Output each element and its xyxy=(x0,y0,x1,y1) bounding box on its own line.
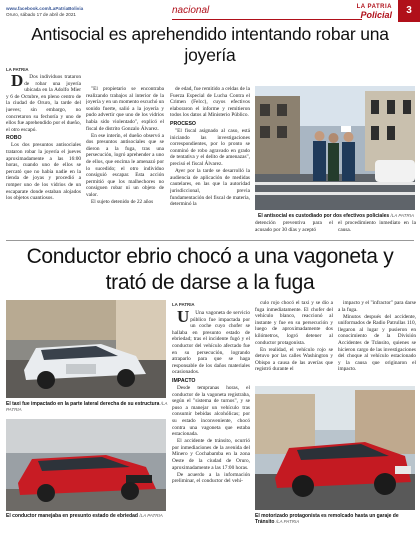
drop-cap: U xyxy=(177,310,190,326)
story1-col5-text: el procedimiento inmediato en la causa. xyxy=(338,220,416,233)
story1-col3-p2: "El fiscal asignado al caso, está iniciando las investigaciones correspondientes, por lo pronto se conminó de robo agravado en grado de tentativa y el delito de amenazas", precisó el fiscal Álvarez. xyxy=(170,128,250,168)
story2-byline: LA PATRIA xyxy=(172,302,195,307)
story2-col1-p3: El accidente de tránsito, ocurrió por inmediaciones de la avenida del Minero y Cochabamba en la zona Oeste de la ciudad de Oruro, aproximadamente a las 17:00 horas. xyxy=(172,438,250,471)
story2-headline: Conductor ebrio chocó a una vagoneta y trató de darse a la fuga xyxy=(26,245,394,294)
story2-photo-tow xyxy=(255,386,415,510)
story2-caption-3: El motorizado protagonista es remolcado hasta un garaje de Tránsito /LA PATRIA xyxy=(255,513,399,526)
story1-col2-p1: "El propietario se encontraba realizando trabajos al interior de la joyería y en un momento escuchó un sonido fuerte, salió a la joyería y pudo advertir que uno de los vidrios había sido violentado", explicó el fiscal de distrito Gonzalo Álvarez. xyxy=(86,86,164,132)
story2-subhead-impacto: IMPACTO xyxy=(172,377,196,384)
drop-cap: D xyxy=(11,74,24,90)
story1-column-4 xyxy=(255,220,333,234)
page-number: 3 xyxy=(398,0,420,22)
story2-col1-p4: De acuerdo a la información preliminar, el conductor del vehí- xyxy=(172,471,250,485)
story2-col2-p1: culo rojo chocó el taxi y se dio a fuga inmediatamente. El chofer del vehículo blanco, reaccionó al instante y fue en su persecución y luego de aproximadamente dos kilómetros, logró detener al conductor protagonista. xyxy=(255,300,333,346)
story2-column-1 xyxy=(172,310,250,528)
story2-col2-p2: En realidad, el vehículo rojo se detuvo por las calles Washington y Obispo a causa de las averías que registró durante el xyxy=(255,346,333,373)
story1-subhead-robo: ROBO xyxy=(6,135,22,142)
story1-col4-text: detención preventiva para el acusado por 30 días y aceptó xyxy=(255,220,333,233)
story2-caption-1: El taxi fue impactado en la parte lateral derecha de su estructura /LA PATRIA xyxy=(6,401,168,413)
story2-col1-p2: Desde tempranas horas, el conductor de la vagoneta registraba, según el "sistema de turnos", y se puso a manejar un vehículo tras consumir bebidas alcohólicas; por su estado inconveniente, chocó contra una vagoneta que estaba estacionada. xyxy=(172,385,250,438)
story1-col1-p1: D Dos individuos trataron de robar una joyería ubicada en la Adolfo Mier y 6 de Octubre, en pleno centro de la ciudad de Oruro, la tarde del jueves; sin embargo, no concretaron su fechoría y uno de ellos fue aprehendido por el dueño, el otro escapó. xyxy=(6,74,81,133)
story2-photo-red-car xyxy=(6,419,166,511)
header-divider xyxy=(172,19,362,20)
section-name: nacional xyxy=(172,5,210,16)
story1-column-3 xyxy=(170,86,250,228)
story2-col3-p1: impacto y el "infractor" para darse a la fuga. xyxy=(338,300,416,313)
story2-caption-2: El conductor manejaba en presunto estado de ebriedad /LA PATRIA xyxy=(6,513,163,519)
story1-column-2 xyxy=(86,86,164,228)
story2-col3-p2: Minutos después del accidente, uniformados de Radio Patrullas 110, llegaron al lugar y pusieron en conocimiento de la División Accidentes de Tránsito, quienes se hicieron cargo de las investigaciones del choque al vehículo estacionado y la causa que originaron el impacto. xyxy=(338,313,416,373)
story1-col3-p3: Ayer por la tarde se desarrolló la audiencia de aplicación de medidas cautelares, en las que la autoridad jurisdiccional, previa fundamentación del fiscal de materia, determinó la xyxy=(170,168,250,208)
story1-col2-p3: El sujeto detenido de 22 años xyxy=(91,199,154,206)
dateline: Oruro, sábado 17 de abril de 2021 xyxy=(6,12,76,17)
brand-bottom: Policial xyxy=(360,10,392,20)
brand-logo xyxy=(357,4,392,20)
story1-column-5 xyxy=(338,220,416,234)
story2-photo-taxi xyxy=(6,300,166,398)
facebook-link[interactable]: www.facebook.com/LaPatriaBolivia xyxy=(6,6,84,11)
header-meta xyxy=(6,6,83,18)
story2-col1-p1: U Una vagoneta de servicio público fue impactada por un coche cuyo chofer se hallaba en presunto estado de ebriedad; tras el incidente fugó y el conductor del vehículo afectado fue en su persecución, logrando atraparlo para que se haga responsable de los daños materiales ocasionados. xyxy=(172,310,250,376)
brand-top: LA PATRIA xyxy=(356,4,392,10)
story1-headline: Antisocial es aprehendido intentando robar una joyería xyxy=(31,24,389,65)
story1-col1-p2: Los dos presuntos antisociales trataron robar la joyería el jueves aproximadamente a las 16:00 horas, cuando uno de ellos se percató que no había nadie en la tienda de joyas y procedió a romper uno de los vidrios de un escaparate donde estaban alojados los objetos cuantiosos. xyxy=(6,142,81,202)
story1-subhead-proceso: PROCESO xyxy=(170,120,196,127)
story1-col3-p1: de edad, fue remitido a celdas de la Fuerza Especial de Lucha Contra el Crimen (Felcc), cuyos efectivos elaboraron el informe y remitieron todos los datos al Ministerio Público. xyxy=(170,86,250,119)
story-divider xyxy=(6,240,414,241)
story1-col2-p2: En ese interín, el dueño observó a dos presuntos antisociales que se dieron a la fuga, tras una persecución, logró aprehender a uno de ellos, que encima le amenazó por lo sucedido; el otro individuo consiguió escapar. Esta acción permitió que los malhechores no consiguen robar ni un objeto de valor. xyxy=(86,132,164,198)
story1-photo-police xyxy=(255,86,415,210)
story2-column-2 xyxy=(255,300,333,382)
story1-byline: LA PATRIA xyxy=(6,67,29,72)
story1-column-1 xyxy=(6,74,81,228)
story2-column-3 xyxy=(338,300,416,382)
story1-caption: El antisocial es custodiado por dos efectivos policiales /LA PATRIA xyxy=(258,213,414,219)
